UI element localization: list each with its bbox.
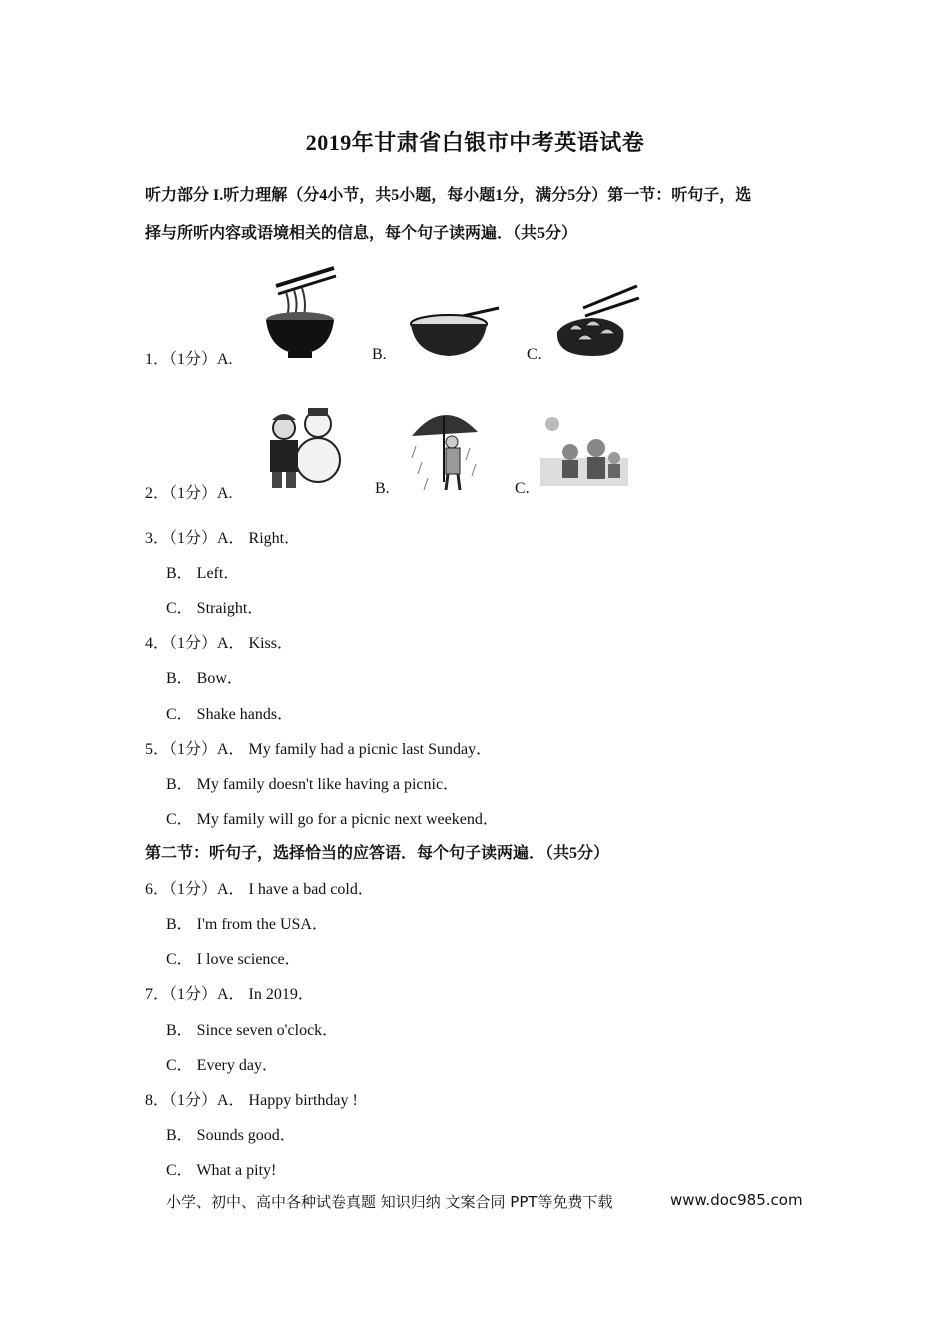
q7-option-c: C． Every day．: [166, 1057, 278, 1074]
q8-stem: 8．（1分）A． Happy birthday !: [145, 1092, 358, 1109]
q2-stem: 2．（1分）A.: [145, 485, 233, 502]
q6-stem: 6．（1分）A． I have a bad cold．: [145, 881, 374, 898]
snowman-icon: [262, 402, 342, 492]
umbrella-rain-icon: [408, 402, 484, 494]
footer-text: 小学、初中、高中各种试卷真题 知识归纳 文案合同 PPT等免费下载: [166, 1193, 613, 1211]
q5-option-b: B． My family doesn't like having a picnic．: [166, 776, 460, 793]
q7-stem: 7．（1分）A． In 2019．: [145, 986, 314, 1003]
q4-option-b: B． Bow．: [166, 670, 243, 687]
dumplings-plate-icon: [553, 280, 641, 360]
q1-stem: 1．（1分）A.: [145, 351, 233, 368]
rice-bowl-icon: [405, 300, 501, 360]
q6-option-c: C． I love science．: [166, 951, 301, 968]
q8-option-b: B． Sounds good．: [166, 1127, 296, 1144]
q5-stem: 5．（1分）A． My family had a picnic last Sunday．: [145, 741, 493, 758]
q2-option-b: B.: [375, 480, 390, 497]
q3-option-c: C． Straight．: [166, 600, 264, 617]
q5-option-c: C． My family will go for a picnic next weekend．: [166, 811, 499, 828]
footer-url[interactable]: www.doc985.com: [670, 1191, 803, 1209]
q4-stem: 4．（1分）A． Kiss．: [145, 635, 294, 652]
q3-option-b: B． Left．: [166, 565, 240, 582]
part1-heading-line2: 择与所听内容或语境相关的信息，每个句子读两遍．（共5分）: [145, 225, 578, 242]
noodles-bowl-icon: [262, 262, 344, 362]
q1-option-b: B.: [372, 346, 387, 363]
part2-heading: 第二节：听句子，选择恰当的应答语．每个句子读两遍．（共5分）: [145, 845, 610, 862]
q1-option-c: C.: [527, 346, 542, 363]
sunny-family-icon: [540, 412, 628, 492]
q7-option-b: B． Since seven o'clock．: [166, 1022, 339, 1039]
page-title: 2019年甘肃省白银市中考英语试卷: [305, 130, 645, 155]
q4-option-c: C． Shake hands．: [166, 706, 294, 723]
q2-option-c: C.: [515, 480, 530, 497]
q8-option-c: C． What a pity!: [166, 1162, 277, 1179]
part1-heading-line1: 听力部分 I.听力理解（分4小节，共5小题，每小题1分，满分5分）第一节：听句子，选: [145, 187, 752, 204]
q6-option-b: B． I'm from the USA．: [166, 916, 328, 933]
q3-stem: 3．（1分）A． Right．: [145, 530, 301, 547]
